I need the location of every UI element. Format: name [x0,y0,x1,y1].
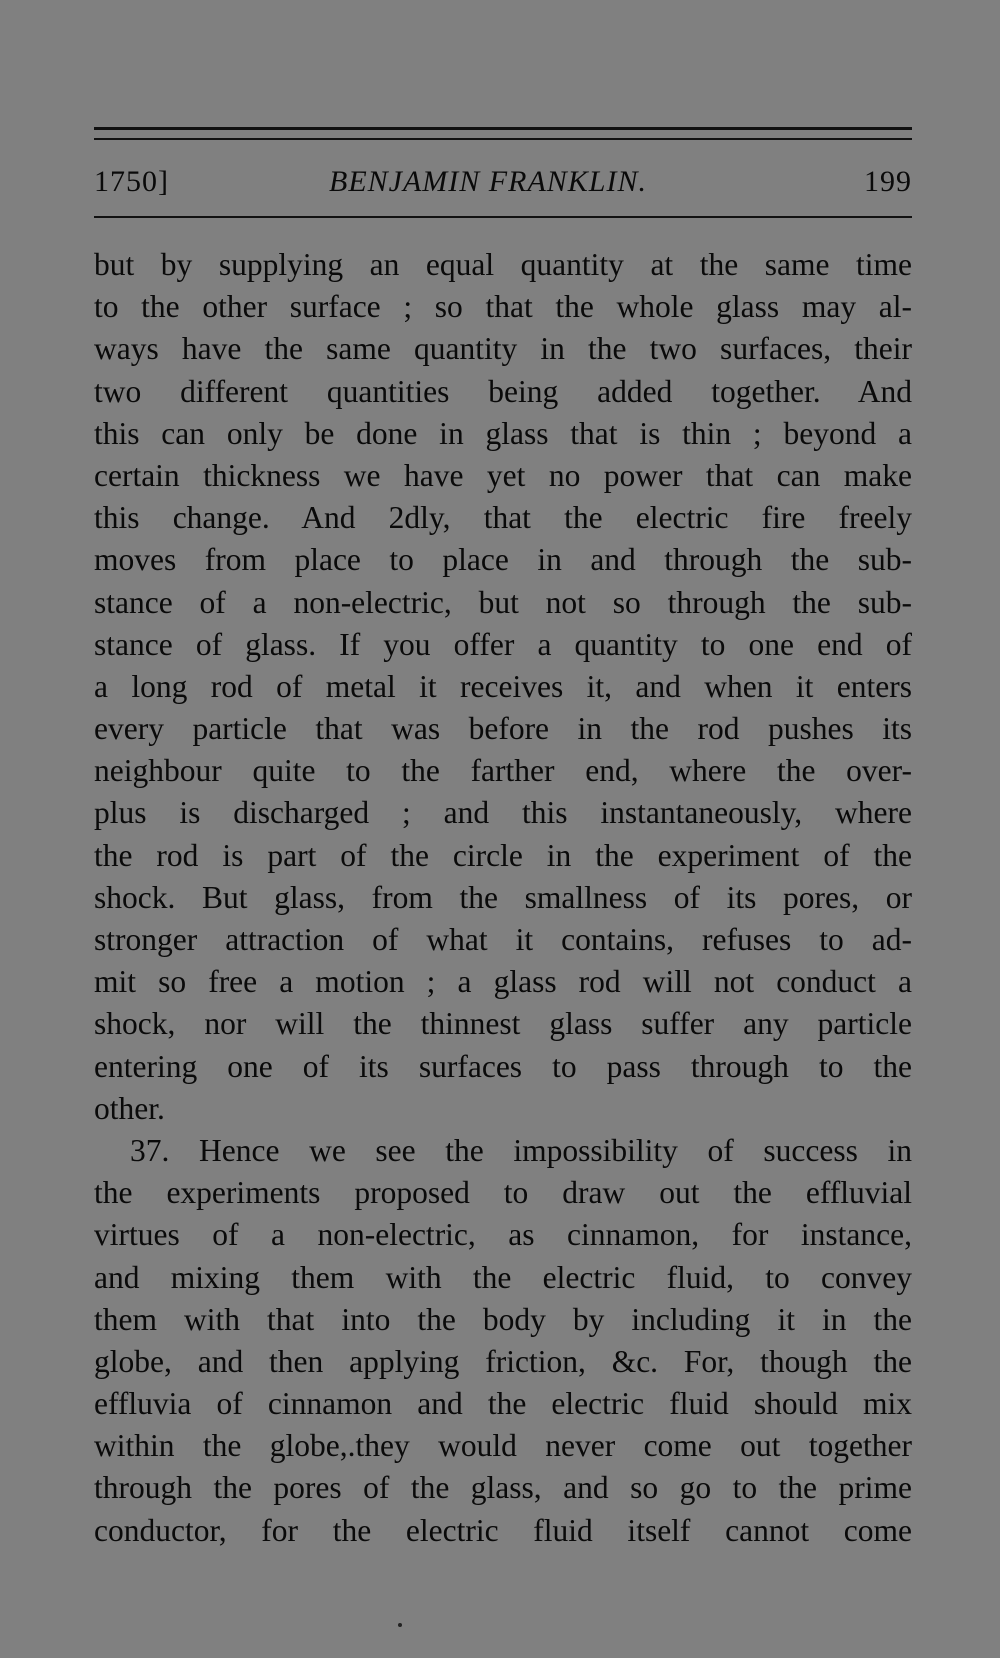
top-double-rule-lower [94,138,912,140]
text-line: every particle that was before in the rod pushes its [94,711,912,747]
print-speck [398,1623,402,1627]
text-line: stance of a non-electric, but not so through the sub- [94,584,912,620]
book-page [94,0,912,1658]
text-line: other. [94,1090,165,1126]
text-line: mit so free a motion ; a glass rod will not conduct a [94,964,912,1000]
running-head [94,162,912,202]
text-line: plus is discharged ; and this instantaneously, where [94,795,912,831]
text-line: entering one of its surfaces to pass through to the [94,1048,912,1084]
text-line: shock. But glass, from the smallness of its pores, or [94,879,912,915]
text-line: globe, and then applying friction, &c. For, though the [94,1343,912,1379]
text-line: a long rod of metal it receives it, and when it enters [94,668,912,704]
text-line: but by supplying an equal quantity at the same time [94,247,912,282]
text-line: effluvia of cinnamon and the electric fluid should mix [94,1386,912,1422]
text-line: shock, nor will the thinnest glass suffer any particle [94,1006,912,1042]
text-line: within the globe,.they would never come out together [94,1428,912,1464]
body-text [94,244,912,1552]
text-line: two different quantities being added together. And [94,373,912,409]
running-head-year: 1750] [94,165,169,198]
text-line: this can only be done in glass that is thin ; beyond a [94,415,912,451]
text-line: neighbour quite to the farther end, where the over- [94,753,912,789]
text-line: the experiments proposed to draw out the effluvial [94,1175,912,1211]
text-line: them with that into the body by including it in the [94,1301,912,1337]
text-line: to the other surface ; so that the whole glass may al- [94,289,912,325]
text-line: virtues of a non-electric, as cinnamon, for instance, [94,1217,912,1253]
text-line: the rod is part of the circle in the experiment of the [94,837,912,873]
text-line: through the pores of the glass, and so go to the prime [94,1470,912,1506]
text-line: stance of glass. If you offer a quantity to one end of [94,626,912,662]
text-line: this change. And 2dly, that the electric fire freely [94,500,912,536]
page-number: 199 [864,165,912,198]
text-line: certain thickness we have yet no power that can make [94,457,912,493]
text-line: moves from place to place in and through the sub- [94,542,912,578]
text-line: conductor, for the electric fluid itself cannot come [94,1512,912,1548]
paragraph-start-line: 37. Hence we see the impossibility of success in [130,1132,912,1168]
header-rule [94,216,912,218]
top-double-rule-upper [94,127,912,130]
text-line: and mixing them with the electric fluid, to convey [94,1259,912,1295]
text-line: ways have the same quantity in the two surfaces, their [94,331,912,367]
text-line: stronger attraction of what it contains, refuses to ad- [94,922,912,957]
running-head-title: BENJAMIN FRANKLIN. [329,165,647,198]
